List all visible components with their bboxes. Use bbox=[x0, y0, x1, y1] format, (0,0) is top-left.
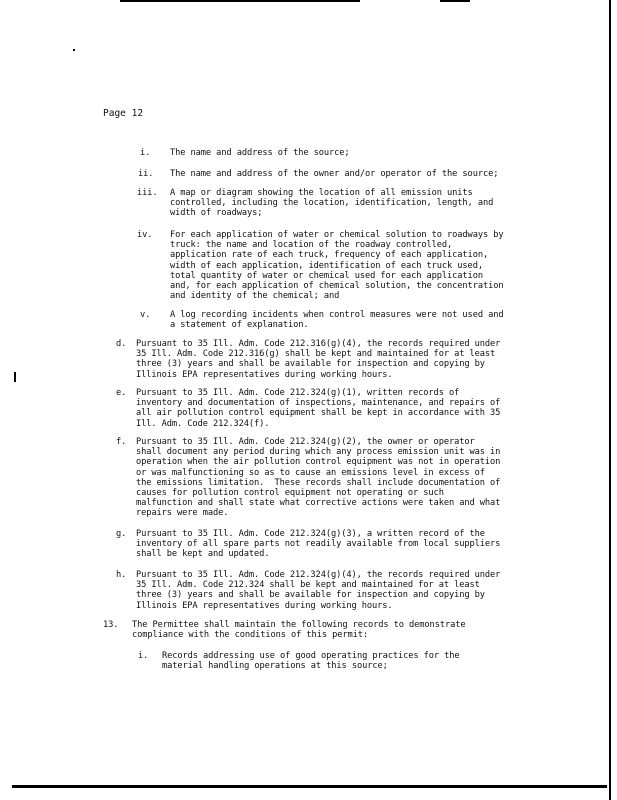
item-marker: f. bbox=[116, 437, 127, 447]
item-text: The name and address of the owner and/or operator of the source; bbox=[170, 169, 499, 179]
item-text: Pursuant to 35 Ill. Adm. Code 212.324(g)(3), a written record of the inventory of all spare parts not readily available from local suppliers shall be kept and updated. bbox=[136, 529, 501, 560]
page-number: Page 12 bbox=[103, 108, 144, 119]
item-text: Records addressing use of good operating practices for the material handling operations at this source; bbox=[162, 651, 460, 672]
section-text: The Permittee shall maintain the following records to demonstrate compliance with the conditions of this permit: bbox=[132, 620, 466, 641]
scan-margin-mark bbox=[14, 372, 16, 382]
section-number: 13. bbox=[103, 620, 119, 630]
scan-edge-right bbox=[609, 0, 611, 800]
scan-edge-top bbox=[120, 0, 360, 2]
item-marker: v. bbox=[140, 310, 151, 320]
item-text: The name and address of the source; bbox=[170, 148, 350, 158]
item-marker: iii. bbox=[137, 188, 158, 198]
item-text: A log recording incidents when control measures were not used and a statement of explanation. bbox=[170, 310, 504, 331]
item-marker: ii. bbox=[138, 169, 154, 179]
item-text: Pursuant to 35 Ill. Adm. Code 212.324(g)(1), written records of inventory and documentation of inspections, maintenance, and repairs of all air pollution control equipment shall be kept in accordance with 35 Ill. Adm. Code 212.324(f). bbox=[136, 388, 501, 429]
item-marker: e. bbox=[116, 388, 127, 398]
item-marker: iv. bbox=[137, 230, 153, 240]
item-marker: i. bbox=[138, 651, 149, 661]
item-marker: g. bbox=[116, 529, 127, 539]
scan-edge-top-fragment bbox=[440, 0, 470, 2]
item-text: A map or diagram showing the location of all emission units controlled, including the location, identification, length, and width of roadways; bbox=[170, 188, 494, 219]
scan-edge-bottom bbox=[12, 785, 607, 788]
item-marker: d. bbox=[116, 339, 127, 349]
item-marker: i. bbox=[140, 148, 151, 158]
item-text: For each application of water or chemical solution to roadways by truck: the name and location of the roadway controlled, application rate of each truck, frequency of each application, width of each application, identification of each truck used, total quantity of water or chemical used for each application and, for each application of chemical solution, the concentration and identity of the chemical; and bbox=[170, 230, 504, 302]
item-text: Pursuant to 35 Ill. Adm. Code 212.324(g)(4), the records required under 35 Ill. Adm. Code 212.324 shall be kept and maintained for at least three (3) years and shall be available for inspection and copying by Illinois EPA representatives during working hours. bbox=[136, 570, 501, 611]
item-text: Pursuant to 35 Ill. Adm. Code 212.316(g)(4), the records required under 35 Ill. Adm. Code 212.316(g) shall be kept and maintained for at least three (3) years and shall be available for inspection and copying by Illinois EPA representatives during working hours. bbox=[136, 339, 501, 380]
scan-speck bbox=[73, 49, 75, 51]
item-text: Pursuant to 35 Ill. Adm. Code 212.324(g)(2), the owner or operator shall document any period during which any process emission unit was in operation when the air pollution control equipment was not in operation or was malfunctioning so as to cause an emissions level in excess of the emissions limitation. These records shall include documentation of causes for pollution control equipment not operating or such malfunction and shall state what corrective actions were taken and what repairs were made. bbox=[136, 437, 501, 519]
item-marker: h. bbox=[116, 570, 127, 580]
